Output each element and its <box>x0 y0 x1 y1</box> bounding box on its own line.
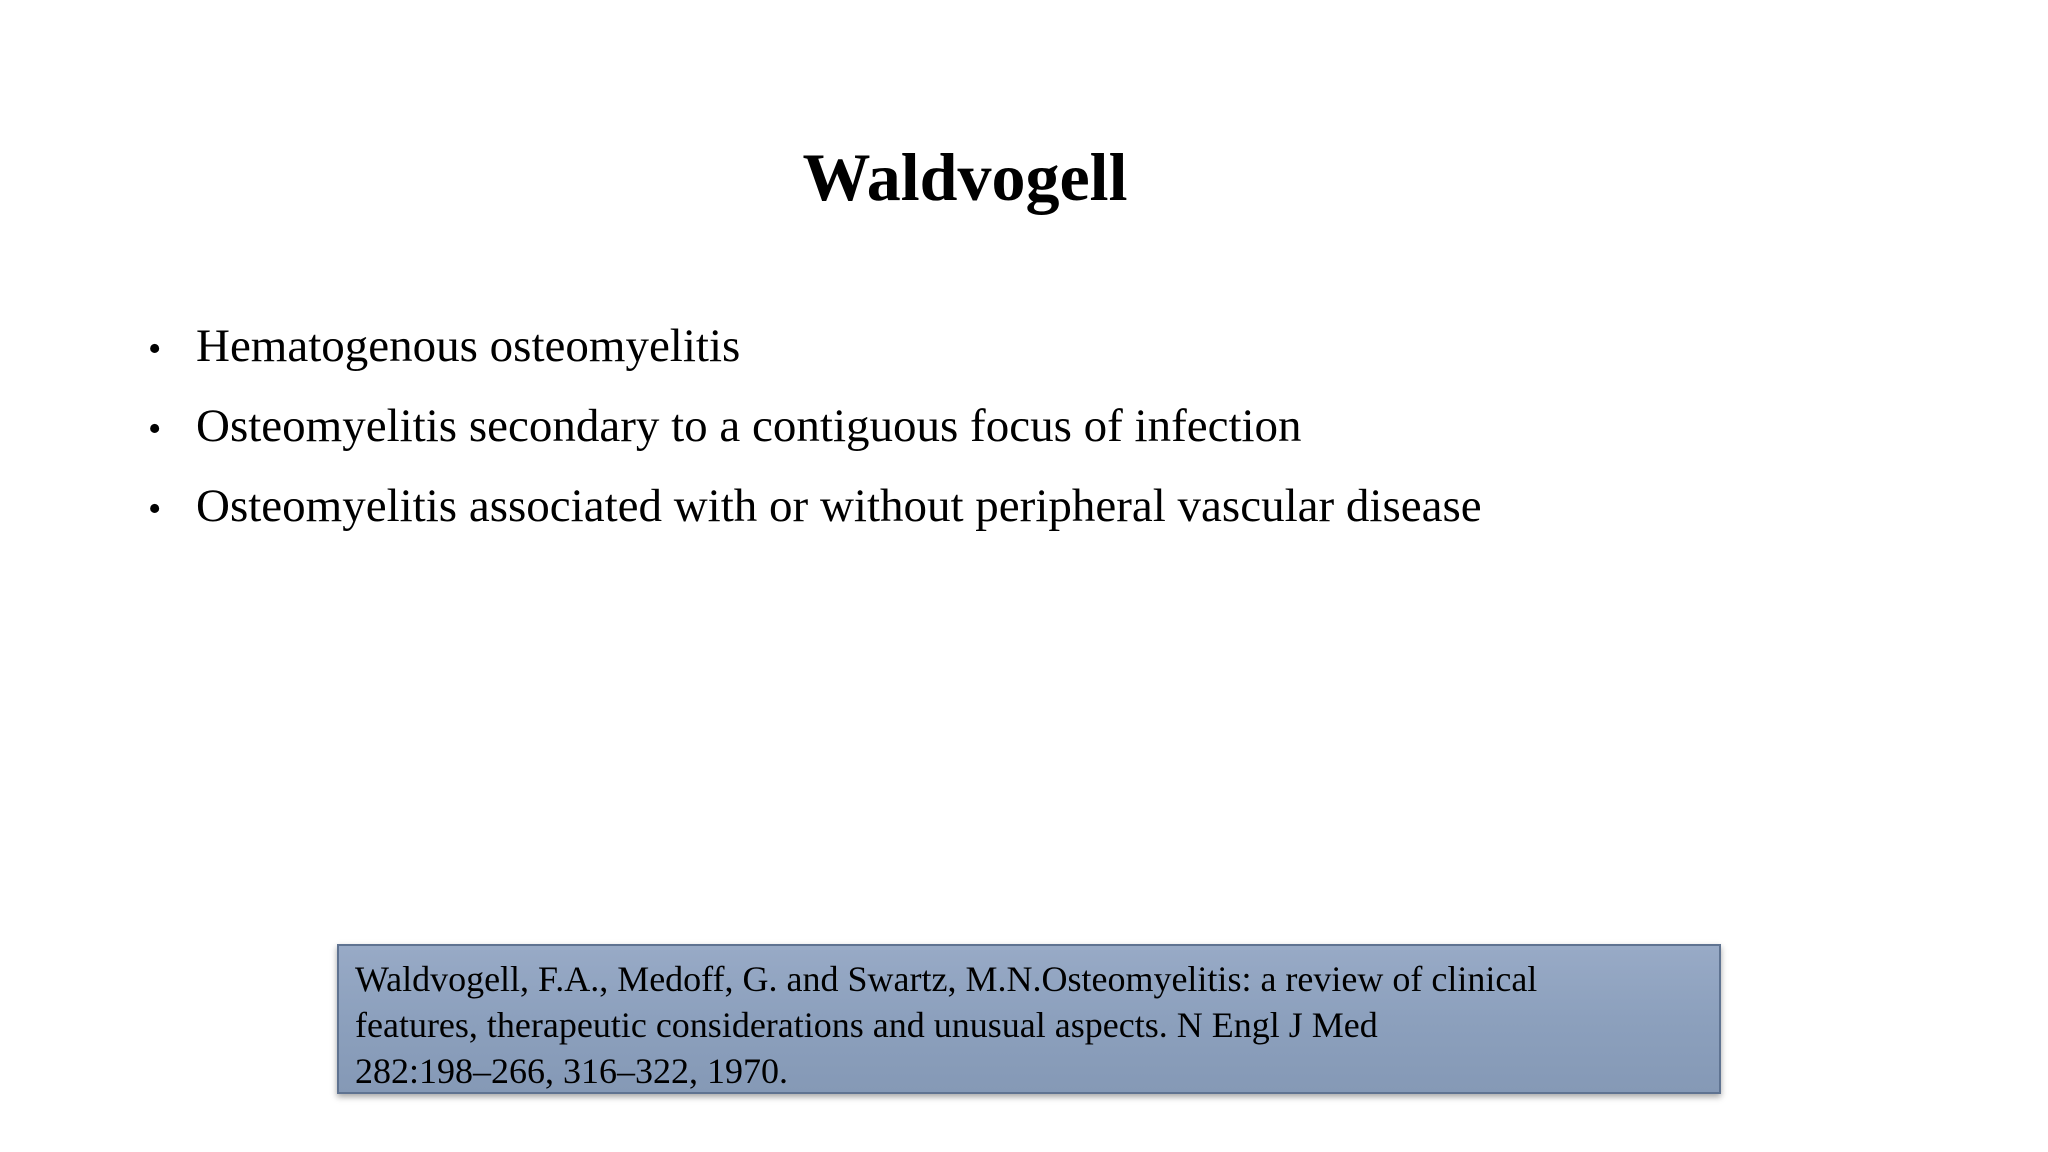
reference-line: 282:198–266, 316–322, 1970. <box>355 1051 789 1091</box>
slide-title: Waldvogell <box>802 139 1128 215</box>
bullet-text: Osteomyelitis associated with or without peripheral vascular disease <box>196 480 1482 532</box>
reference-line: Waldvogell, F.A., Medoff, G. and Swartz, M.N.Osteomyelitis: a review of clinical <box>355 959 1538 999</box>
reference-box <box>337 944 1721 1094</box>
bullet-text: Osteomyelitis secondary to a contiguous focus of infection <box>196 400 1302 452</box>
bullet-list <box>148 308 1848 548</box>
bullet-icon: • <box>148 488 162 530</box>
reference-line: features, therapeutic considerations and unusual aspects. N Engl J Med <box>355 1005 1378 1045</box>
bullet-icon: • <box>148 328 162 370</box>
bullet-item <box>148 388 1848 468</box>
bullet-icon: • <box>148 408 162 450</box>
bullet-text: Hematogenous osteomyelitis <box>196 320 741 372</box>
bullet-item <box>148 468 1848 548</box>
bullet-item <box>148 308 1848 388</box>
